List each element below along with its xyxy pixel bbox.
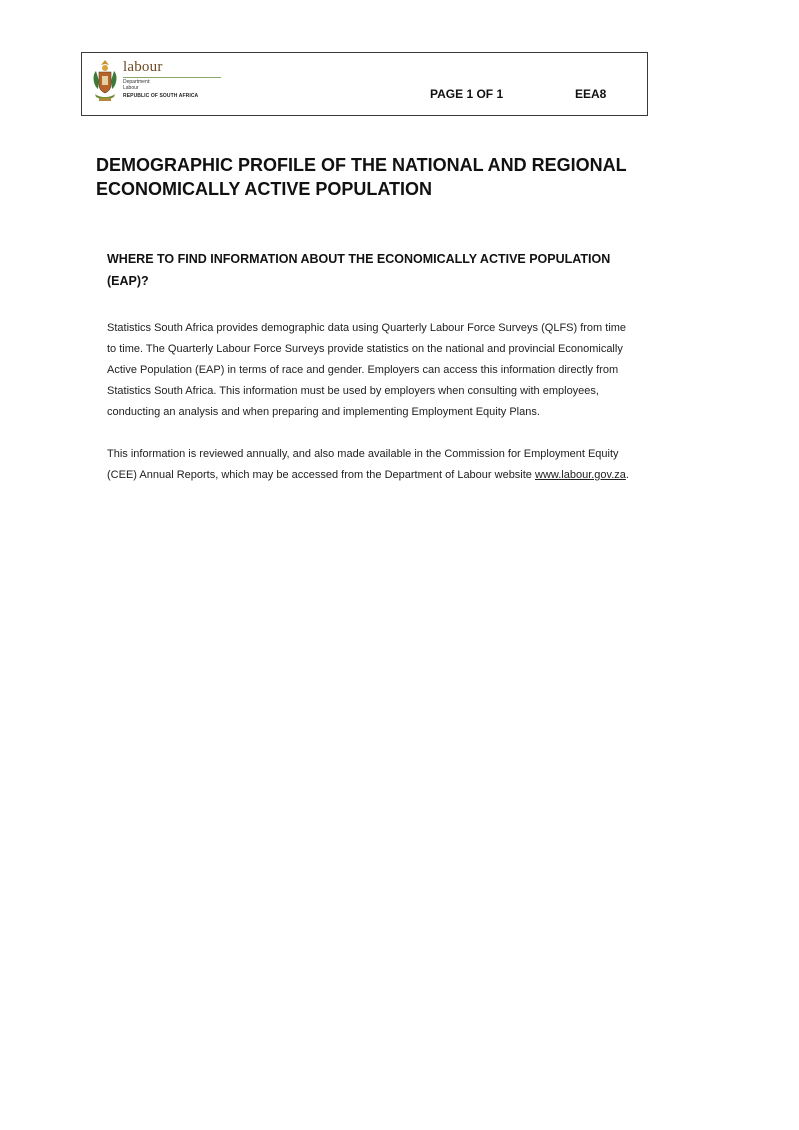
section-heading [107,248,687,292]
section-heading-line-1: WHERE TO FIND INFORMATION ABOUT THE ECONOMICALLY ACTIVE POPULATION [107,252,611,266]
logo-department-line2: Labour [123,85,139,91]
logo-department [123,79,151,91]
paragraph-line: conducting an analysis and when preparing and implementing Employment Equity Plans. [107,406,540,418]
paragraph-line: Statistics South Africa provides demographic data using Quarterly Labour Force Surveys (QLFS) from time [107,322,627,334]
coat-of-arms-icon [90,57,120,103]
paragraph-statistics [107,318,697,423]
paragraph-line-suffix: . [625,469,629,481]
paragraph-line: This information is reviewed annually, and also made available in the Commission for Employment Equity [107,448,619,460]
paragraph-reviewed [107,444,697,486]
department-logo [90,57,220,103]
paragraph-line: Active Population (EAP) in terms of race and gender. Employers can access this information directly from [107,364,619,376]
document-header [81,52,648,116]
paragraph-line: to time. The Quarterly Labour Force Surveys provide statistics on the national and provincial Economically [107,343,623,355]
logo-wordmark: labour [123,59,163,75]
form-code: EEA8 [575,87,607,101]
document-title [96,153,716,201]
logo-country: REPUBLIC OF SOUTH AFRICA [123,93,199,99]
title-line-2: ECONOMICALLY ACTIVE POPULATION [96,179,433,199]
page-number-label: PAGE 1 OF 1 [430,87,504,101]
paragraph-line-prefix: (CEE) Annual Reports, which may be accessed from the Department of Labour website [107,469,535,481]
logo-department-line1: Department: [123,79,151,85]
logo-divider [123,77,221,78]
paragraph-line: Statistics South Africa. This information must be used by employers when consulting with employees, [107,385,599,397]
website-link[interactable]: www.labour.gov.za [535,469,626,481]
section-heading-line-2: (EAP)? [107,274,149,288]
title-line-1: DEMOGRAPHIC PROFILE OF THE NATIONAL AND REGIONAL [96,155,627,175]
